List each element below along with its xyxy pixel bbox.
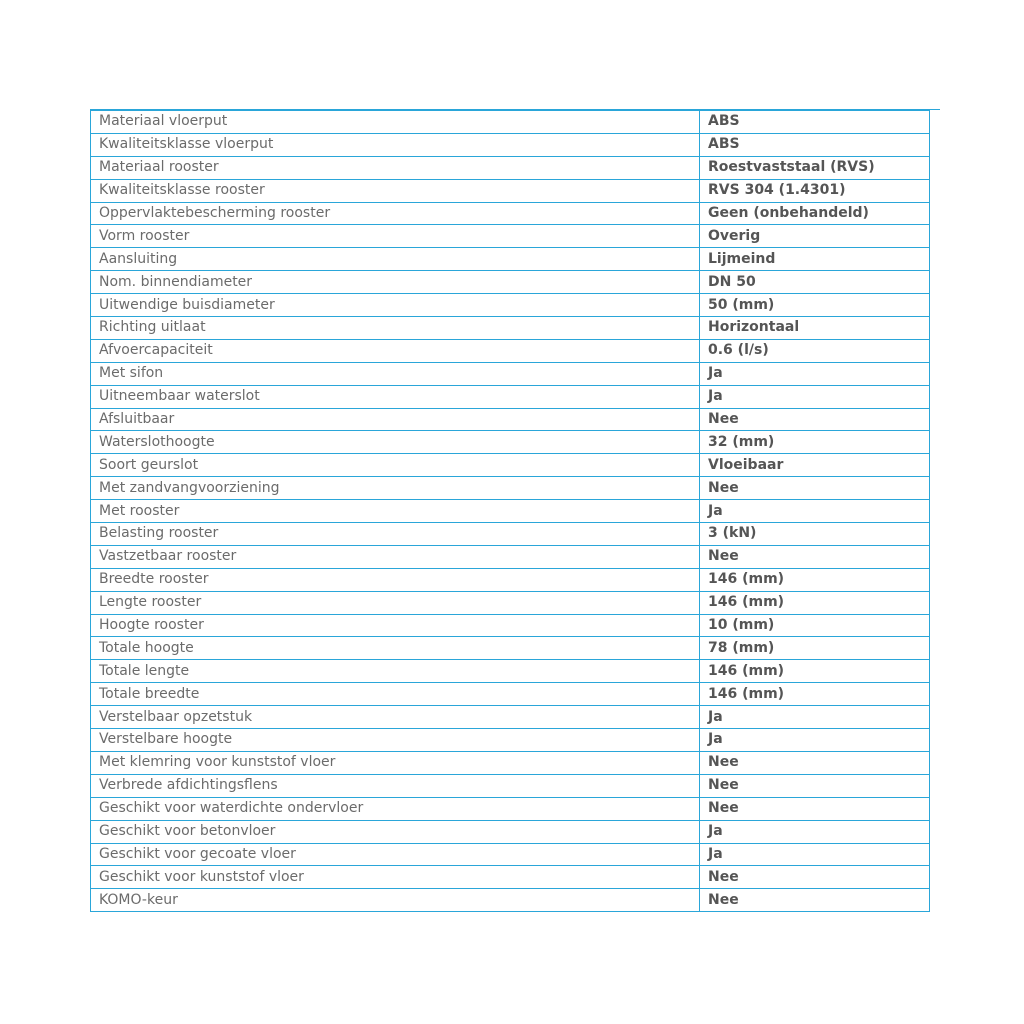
spec-row xyxy=(91,614,930,637)
spec-row xyxy=(91,454,930,477)
spec-label: Vastzetbaar rooster xyxy=(91,545,700,568)
spec-label: Richting uitlaat xyxy=(91,317,700,340)
spec-value: 3 (kN) xyxy=(700,523,930,546)
spec-row xyxy=(91,202,930,225)
spec-label: Uitwendige buisdiameter xyxy=(91,294,700,317)
spec-table-container xyxy=(90,110,930,912)
spec-row xyxy=(91,477,930,500)
spec-value: Nee xyxy=(700,477,930,500)
spec-value: Nee xyxy=(700,797,930,820)
spec-label: Totale hoogte xyxy=(91,637,700,660)
spec-row xyxy=(91,729,930,752)
spec-label: Kwaliteitsklasse vloerput xyxy=(91,133,700,156)
spec-row xyxy=(91,751,930,774)
spec-row xyxy=(91,248,930,271)
spec-row xyxy=(91,889,930,912)
spec-row xyxy=(91,774,930,797)
spec-row xyxy=(91,317,930,340)
spec-row xyxy=(91,523,930,546)
spec-label: Uitneembaar waterslot xyxy=(91,385,700,408)
spec-value: Nee xyxy=(700,774,930,797)
spec-row xyxy=(91,866,930,889)
spec-value: Ja xyxy=(700,500,930,523)
spec-row xyxy=(91,500,930,523)
spec-value: Ja xyxy=(700,729,930,752)
spec-label: KOMO-keur xyxy=(91,889,700,912)
spec-row xyxy=(91,179,930,202)
spec-value: Nee xyxy=(700,889,930,912)
spec-label: Geschikt voor kunststof vloer xyxy=(91,866,700,889)
spec-value: 146 (mm) xyxy=(700,660,930,683)
spec-value: Ja xyxy=(700,385,930,408)
spec-label: Waterslothoogte xyxy=(91,431,700,454)
spec-row xyxy=(91,225,930,248)
spec-row xyxy=(91,660,930,683)
spec-value: Ja xyxy=(700,820,930,843)
spec-label: Geschikt voor waterdichte ondervloer xyxy=(91,797,700,820)
spec-table xyxy=(90,110,930,912)
spec-row xyxy=(91,408,930,431)
spec-row xyxy=(91,362,930,385)
spec-row xyxy=(91,385,930,408)
spec-value: Nee xyxy=(700,866,930,889)
spec-row xyxy=(91,294,930,317)
spec-label: Afsluitbaar xyxy=(91,408,700,431)
spec-row xyxy=(91,545,930,568)
spec-value: 78 (mm) xyxy=(700,637,930,660)
spec-label: Aansluiting xyxy=(91,248,700,271)
spec-value: Ja xyxy=(700,843,930,866)
spec-label: Kwaliteitsklasse rooster xyxy=(91,179,700,202)
spec-value: 10 (mm) xyxy=(700,614,930,637)
spec-label: Verstelbare hoogte xyxy=(91,729,700,752)
spec-label: Lengte rooster xyxy=(91,591,700,614)
spec-value: 146 (mm) xyxy=(700,683,930,706)
spec-value: 146 (mm) xyxy=(700,568,930,591)
spec-row xyxy=(91,271,930,294)
spec-label: Met zandvangvoorziening xyxy=(91,477,700,500)
spec-label: Belasting rooster xyxy=(91,523,700,546)
spec-label: Met klemring voor kunststof vloer xyxy=(91,751,700,774)
spec-row xyxy=(91,568,930,591)
spec-value: Roestvaststaal (RVS) xyxy=(700,156,930,179)
spec-value: Ja xyxy=(700,706,930,729)
spec-value: 50 (mm) xyxy=(700,294,930,317)
spec-label: Vorm rooster xyxy=(91,225,700,248)
spec-value: RVS 304 (1.4301) xyxy=(700,179,930,202)
spec-value: Overig xyxy=(700,225,930,248)
spec-label: Materiaal vloerput xyxy=(91,111,700,134)
spec-row xyxy=(91,683,930,706)
spec-label: Hoogte rooster xyxy=(91,614,700,637)
spec-row xyxy=(91,797,930,820)
spec-value: Nee xyxy=(700,751,930,774)
spec-table-body xyxy=(91,111,930,912)
spec-label: Oppervlaktebescherming rooster xyxy=(91,202,700,225)
spec-value: ABS xyxy=(700,133,930,156)
spec-value: 32 (mm) xyxy=(700,431,930,454)
spec-label: Met sifon xyxy=(91,362,700,385)
spec-row xyxy=(91,339,930,362)
spec-label: Totale lengte xyxy=(91,660,700,683)
spec-label: Verstelbaar opzetstuk xyxy=(91,706,700,729)
spec-row xyxy=(91,156,930,179)
spec-value: DN 50 xyxy=(700,271,930,294)
spec-value: ABS xyxy=(700,111,930,134)
spec-row xyxy=(91,843,930,866)
spec-label: Met rooster xyxy=(91,500,700,523)
spec-row xyxy=(91,820,930,843)
spec-value: Lijmeind xyxy=(700,248,930,271)
spec-row xyxy=(91,637,930,660)
spec-label: Afvoercapaciteit xyxy=(91,339,700,362)
spec-value: Geen (onbehandeld) xyxy=(700,202,930,225)
spec-row xyxy=(91,591,930,614)
spec-label: Soort geurslot xyxy=(91,454,700,477)
spec-label: Breedte rooster xyxy=(91,568,700,591)
spec-row xyxy=(91,706,930,729)
spec-label: Verbrede afdichtingsflens xyxy=(91,774,700,797)
spec-value: Nee xyxy=(700,408,930,431)
spec-row xyxy=(91,133,930,156)
spec-label: Nom. binnendiameter xyxy=(91,271,700,294)
spec-value: Horizontaal xyxy=(700,317,930,340)
spec-value: Nee xyxy=(700,545,930,568)
spec-value: Vloeibaar xyxy=(700,454,930,477)
spec-value: 0.6 (l/s) xyxy=(700,339,930,362)
spec-label: Geschikt voor gecoate vloer xyxy=(91,843,700,866)
spec-label: Totale breedte xyxy=(91,683,700,706)
spec-value: Ja xyxy=(700,362,930,385)
spec-label: Geschikt voor betonvloer xyxy=(91,820,700,843)
spec-label: Materiaal rooster xyxy=(91,156,700,179)
spec-row xyxy=(91,431,930,454)
spec-value: 146 (mm) xyxy=(700,591,930,614)
spec-row xyxy=(91,111,930,134)
